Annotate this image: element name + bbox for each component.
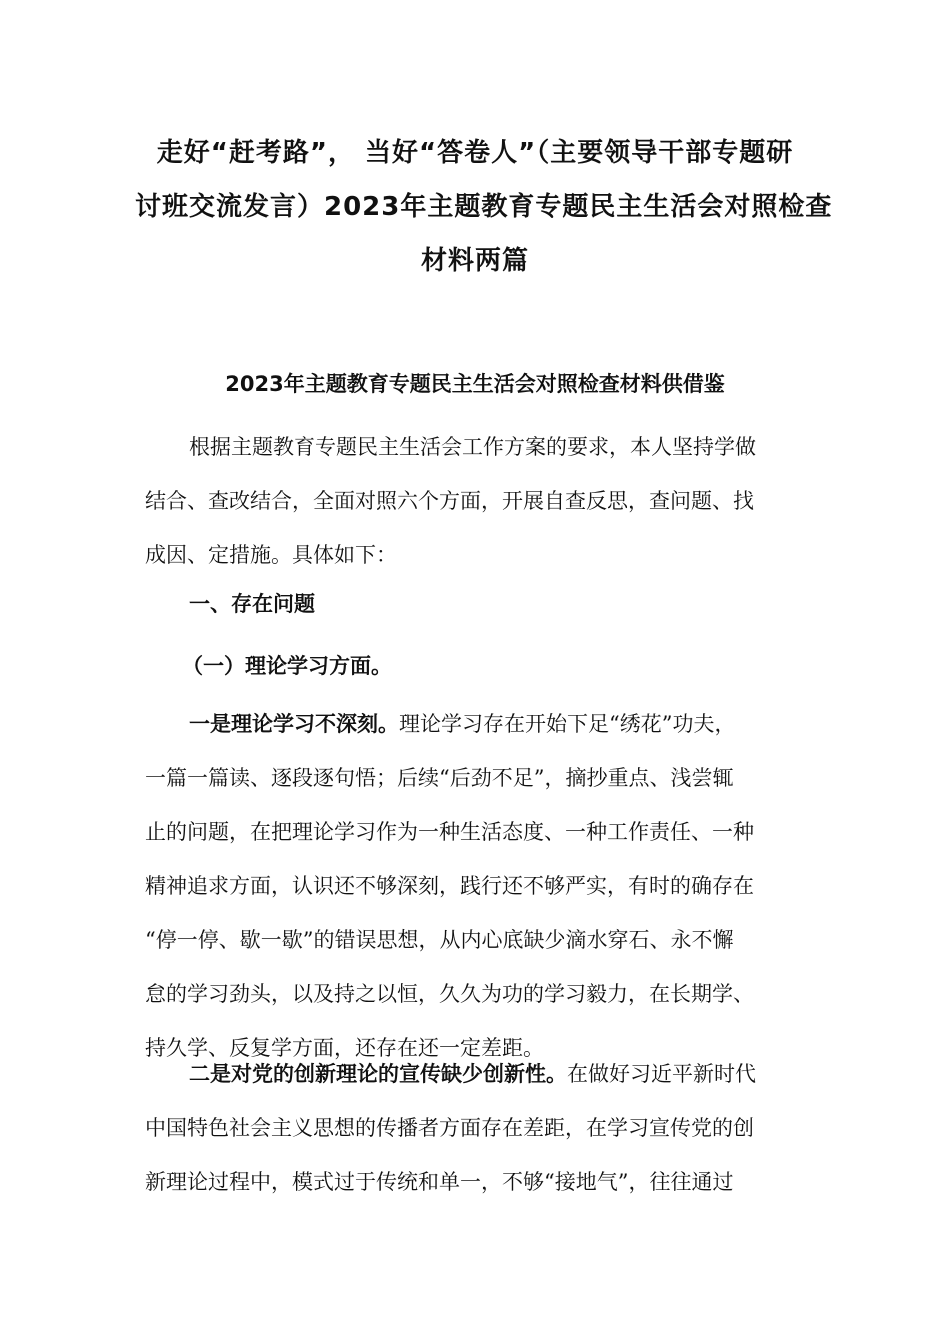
document-title xyxy=(135,126,833,288)
point-lead: 二是对党的创新理论的宣传缺少创新性。 xyxy=(189,1062,567,1086)
paragraph-line: 持久学、反复学方面，还存在还一定差距。 xyxy=(145,1036,544,1060)
point-2-paragraph xyxy=(145,1047,805,1209)
paragraph-line xyxy=(145,1047,805,1101)
title-line: 走好“赶考路”， 当好“答卷人”（主要领导干部专题研 xyxy=(156,138,794,168)
section-heading: 一、存在问题 xyxy=(189,592,315,616)
paragraph-line: 精神追求方面，认识还不够深刻，践行还不够严实，有时的确存在 xyxy=(145,874,754,898)
paragraph-line: 结合、查改结合，全面对照六个方面，开展自查反思，查问题、找 xyxy=(145,489,754,513)
document-subtitle: 2023年主题教育专题民主生活会对照检查材料供借鉴 xyxy=(225,372,725,396)
paragraph-line xyxy=(145,697,805,751)
title-line: 讨班交流发言）2023年主题教育专题民主生活会对照检查 xyxy=(135,192,833,222)
paragraph-line: “停一停、歇一歇”的错误思想，从内心底缺少滴水穿石、永不懈 xyxy=(145,928,734,952)
paragraph-line: 新理论过程中，模式过于传统和单一，不够“接地气”，往往通过 xyxy=(145,1170,734,1194)
paragraph-line: 成因、定措施。具体如下： xyxy=(145,543,397,567)
paragraph-line: 中国特色社会主义思想的传播者方面存在差距，在学习宣传党的创 xyxy=(145,1116,754,1140)
paragraph-line: 一篇一篇读、逐段逐句悟；后续“后劲不足”，摘抄重点、浅尝辄 xyxy=(145,766,734,790)
paragraph-line: 怠的学习劲头，以及持之以恒，久久为功的学习毅力，在长期学、 xyxy=(145,982,754,1006)
paragraph-line: 止的问题，在把理论学习作为一种生活态度、一种工作责任、一种 xyxy=(145,820,754,844)
paragraph-line: 根据主题教育专题民主生活会工作方案的要求，本人坚持学做 xyxy=(189,435,756,459)
point-1-paragraph xyxy=(145,697,805,1075)
title-line: 材料两篇 xyxy=(420,246,529,276)
subsection-heading: （一）理论学习方面。 xyxy=(182,654,392,678)
point-lead: 一是理论学习不深刻。 xyxy=(189,712,399,736)
point-text: 理论学习存在开始下足“绣花”功夫， xyxy=(399,712,736,736)
point-text: 在做好习近平新时代 xyxy=(567,1062,756,1086)
intro-paragraph xyxy=(145,420,805,582)
